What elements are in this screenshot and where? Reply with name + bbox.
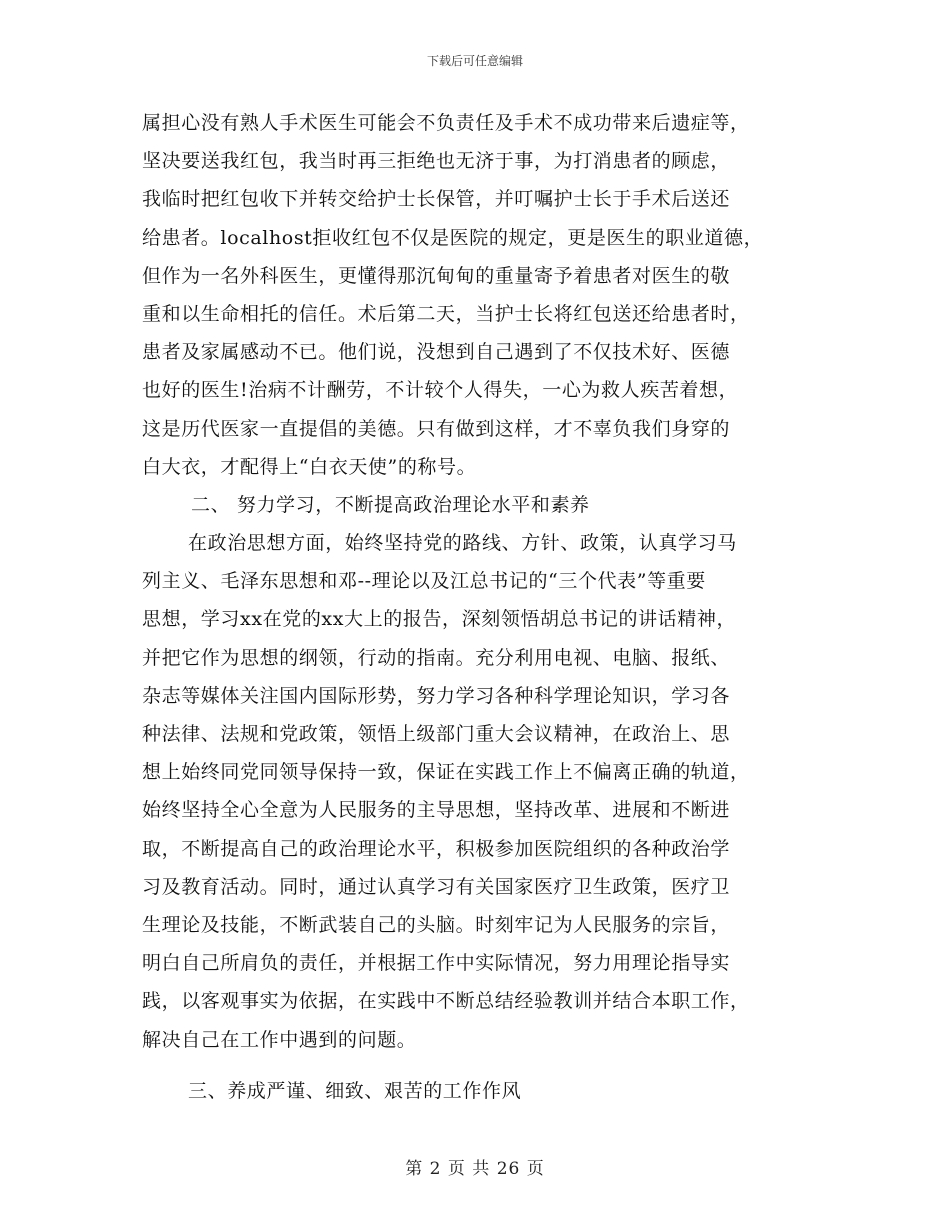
body-line: 也好的医生!治病不计酬劳，不计较个人得失，一心为救人疾苦着想， bbox=[142, 379, 739, 402]
body-line: 列主义、毛泽东思想和邓--理论以及江总书记的“三个代表”等重要 bbox=[142, 570, 706, 593]
section-heading-3: 三、养成严谨、细致、艰苦的工作作风 bbox=[188, 1079, 522, 1102]
document-body bbox=[142, 104, 832, 1110]
body-line: 患者及家属感动不已。他们说，没想到自己遇到了不仅技术好、医德 bbox=[142, 341, 731, 364]
body-line: 并把它作为思想的纲领，行动的指南。充分利用电视、电脑、报纸、 bbox=[142, 646, 731, 669]
body-line: 解决自己在工作中遇到的问题。 bbox=[142, 1028, 417, 1051]
body-line: 但作为一名外科医生，更懂得那沉甸甸的重量寄予着患者对医生的敬 bbox=[142, 264, 731, 287]
body-line: 取，不断提高自己的政治理论水平，积极参加医院组织的各种政治学 bbox=[142, 837, 731, 860]
body-line: 践，以客观事实为依据，在实践中不断总结经验教训并结合本职工作， bbox=[142, 990, 750, 1013]
body-line: 种法律、法规和党政策，领悟上级部门重大会议精神，在政治上、思 bbox=[142, 723, 731, 745]
body-line: 这是历代医家一直提倡的美德。只有做到这样，才不辜负我们身穿的 bbox=[142, 417, 731, 440]
body-line: 想上始终同党同领导保持一致，保证在实践工作上不偏离正确的轨道， bbox=[142, 761, 750, 784]
body-line: 坚决要送我红包，我当时再三拒绝也无济于事，为打消患者的顾虑， bbox=[142, 150, 731, 173]
body-line: 习及教育活动。同时，通过认真学习有关国家医疗卫生政策，医疗卫 bbox=[142, 875, 731, 898]
section-heading-2: 二、 努力学习，不断提高政治理论水平和素养 bbox=[191, 493, 590, 516]
body-line: 我临时把红包收下并转交给护士长保管，并叮嘱护士长于手术后送还 bbox=[142, 188, 731, 211]
body-line: 重和以生命相托的信任。术后第二天，当护士长将红包送还给患者时， bbox=[142, 302, 750, 325]
body-line: 白大衣，才配得上“白衣天使”的称号。 bbox=[142, 455, 477, 478]
body-line: 思想，学习xx在党的xx大上的报告，深刻领悟胡总书记的讲话精神， bbox=[142, 608, 737, 631]
body-line: 给患者。localhost拒收红包不仅是医院的规定，更是医生的职业道德， bbox=[142, 226, 764, 249]
body-line: 属担心没有熟人手术医生可能会不负责任及手术不成功带来后遗症等， bbox=[142, 112, 750, 134]
body-line: 在政治思想方面，始终坚持党的路线、方针、政策，认真学习马 bbox=[188, 532, 737, 555]
page-header-note: 下载后可任意编辑 bbox=[426, 54, 523, 68]
body-line: 杂志等媒体关注国内国际形势，努力学习各种科学理论知识，学习各 bbox=[142, 684, 731, 707]
body-line: 明白自己所肩负的责任，并根据工作中实际情况，努力用理论指导实 bbox=[142, 952, 731, 975]
body-line: 生理论及技能，不断武装自己的头脑。时刻牢记为人民服务的宗旨， bbox=[142, 913, 731, 936]
body-line: 始终坚持全心全意为人民服务的主导思想，坚持改革、进展和不断进 bbox=[142, 799, 731, 822]
page-number: 第 2 页 共 26 页 bbox=[405, 1159, 545, 1179]
